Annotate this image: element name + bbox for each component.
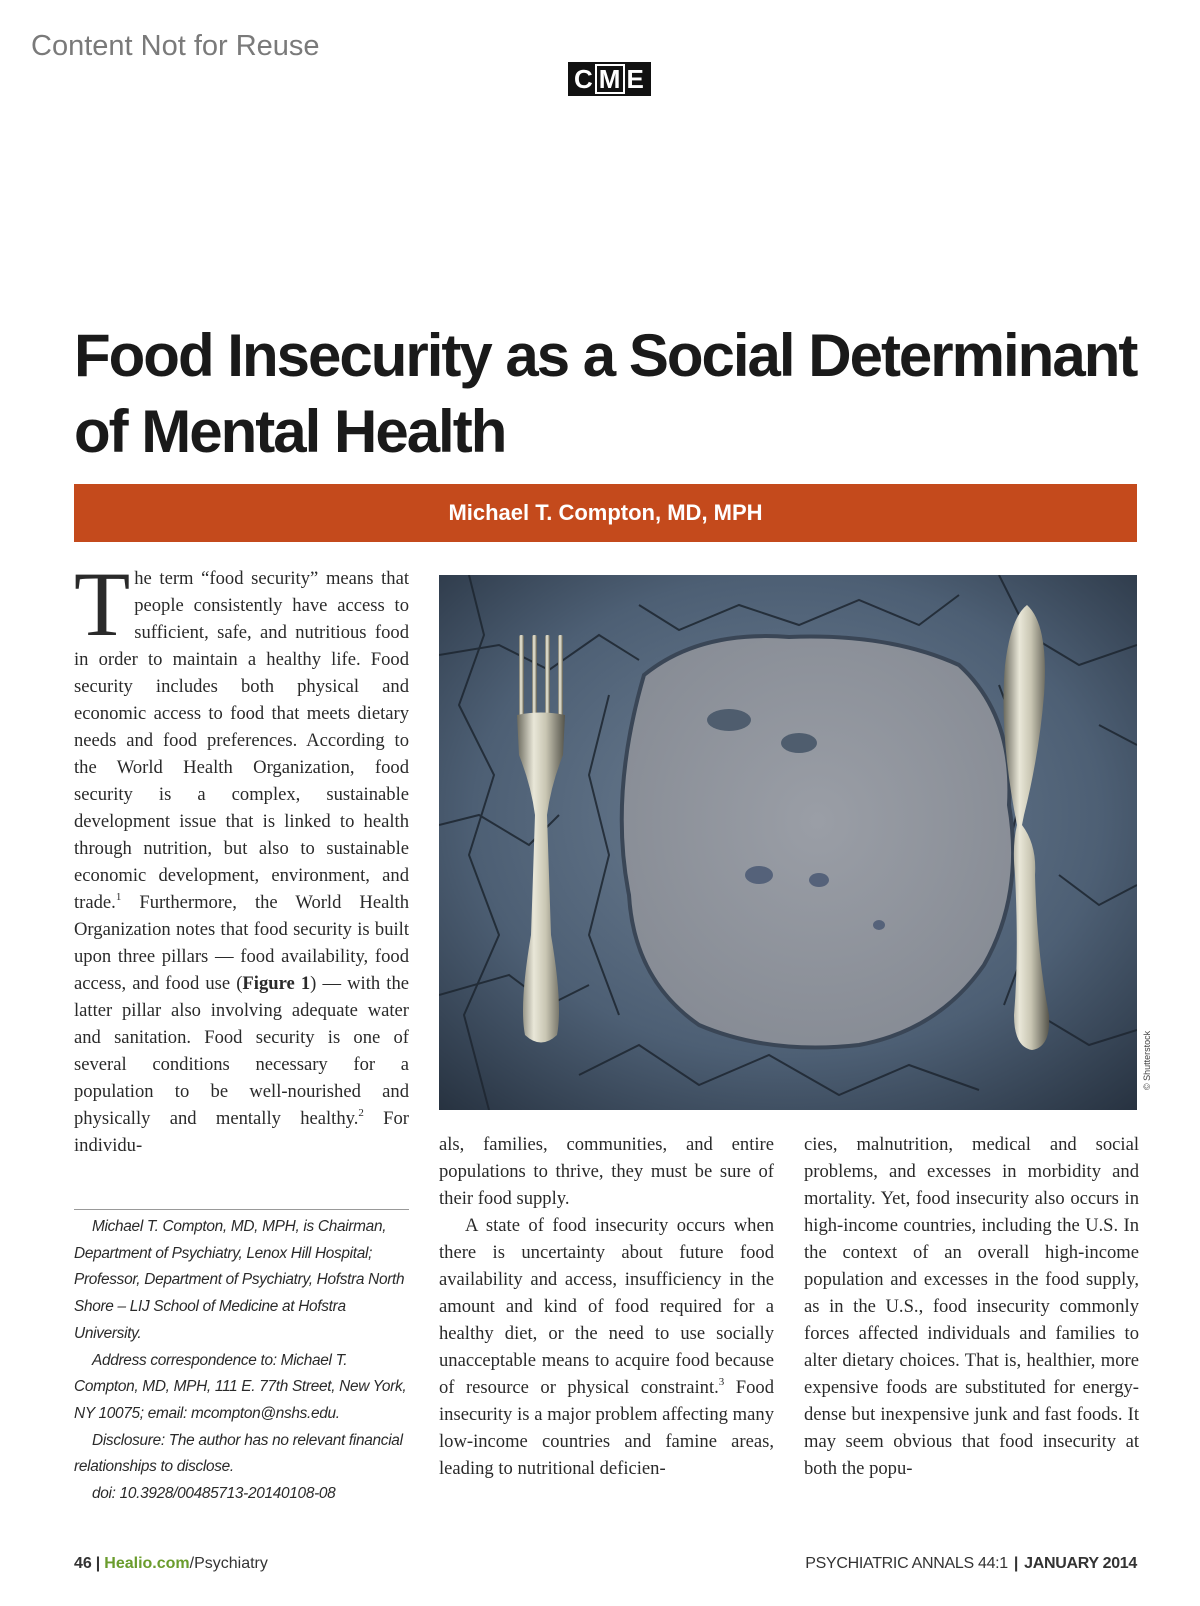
footer-right [805,1555,1137,1573]
cme-badge [568,62,651,96]
site-section[interactable]: /Psychiatry [189,1555,268,1572]
watermark: Content Not for Reuse [31,30,320,62]
article-title [74,318,1154,470]
photo-credit: © Shutterstock [1142,1030,1152,1090]
cme-badge-e: E [626,63,645,94]
issue-date: JANUARY 2014 [1024,1555,1137,1572]
page-number: 46 [74,1555,92,1572]
text-run: he term “food security” means that people consistently have access to sufficient, safe, and nutritious food in order to maintain a healthy life. Food security includes both physical and economic access to food that meets dietary needs and food preferences. According to the World Health Organization, food security is a complex, sustainable development issue that is linked to health through nutrition, but also to sustainable economic development, environment, and trade. [74,568,409,913]
article-photo [439,575,1137,1110]
bio-doi[interactable]: doi: 10.3928/00485713-20140108-08 [92,1485,336,1503]
fork-knife-puddle-illustration [439,575,1137,1110]
bio-disclosure: Disclosure: The author has no relevant financial relationships to disclose. [74,1431,403,1476]
drop-cap: T [74,553,131,655]
footer-left [74,1555,268,1573]
paragraph [439,1212,774,1482]
site-link[interactable]: Healio.com [104,1555,190,1572]
text-run: ) — with the latter pillar also involving adequate water and sanitation. Food security is one of several conditions necessary for a population to be well-nourished and physically and mentally healthy. [74,973,409,1129]
bio-address: Address correspondence to: Michael T. Compton, MD, MPH, 111 E. 77th Street, New York, NY 10075; email: mcompton@nshs.edu. [74,1351,407,1422]
journal-name: PSYCHIATRIC ANNALS 44:1 [805,1555,1008,1572]
author-bar [74,484,1137,542]
text-run: A state of food insecurity occurs when there is uncertainty about future food availability and access, insufficiency in the amount and kind of food required for a healthy diet, or the need to use socially unacceptable means to acquire food because of resource or physical constraint. [439,1215,774,1398]
footer-separator: | [95,1555,101,1572]
paragraph-intro [74,553,409,1159]
title-line-2: of Mental Health [74,398,506,465]
text-run: For individu- [74,1108,409,1156]
text-run: Food insecurity is a major problem affecting many low-income countries and famine areas, leading to nutritional deficien- [439,1377,774,1479]
title-line-1: Food Insecurity as a Social Determinant [74,322,1137,389]
paragraph: cies, malnutrition, medical and social problems, and excesses in morbidity and mortality. Yet, food insecurity also occurs in high-income countries, including the U.S. In the context of an overall high-income population and excesses in the food supply, as in the U.S., food insecurity commonly forces affected individuals and families to alter dietary choices. That is, healthier, more expensive foods are substituted for energy-dense but inexpensive junk and fast foods. It may seem obvious that food insecurity at both the popu- [804,1134,1139,1479]
text-run: Furthermore, the World Health Organization notes that food security is built upon three pillars — food availability, food access, and food use ( [74,892,409,994]
reference-3[interactable]: 3 [718,1376,725,1388]
paragraph: als, families, communities, and entire populations to thrive, they must be sure of their food supply. [439,1134,774,1209]
bio-divider [74,1209,409,1210]
reference-2[interactable]: 2 [358,1107,364,1119]
author-name: Michael T. Compton, MD, MPH [448,500,763,525]
body-column-3 [804,1131,1139,1482]
footer-separator: | [1013,1555,1019,1572]
figure-reference[interactable]: Figure 1 [242,973,311,994]
cme-badge-c: C [574,63,594,94]
author-bio [74,1214,409,1508]
reference-1[interactable]: 1 [115,891,122,903]
cme-badge-m: M [595,64,626,94]
bio-affiliation: Michael T. Compton, MD, MPH, is Chairman, Department of Psychiatry, Lenox Hill Hospital; Professor, Department of Psychiatry, Hofstra North Shore – LIJ School of Medicine at Hofstra University. [74,1218,405,1342]
body-column-2 [439,1131,774,1482]
body-column-1 [74,553,409,1159]
